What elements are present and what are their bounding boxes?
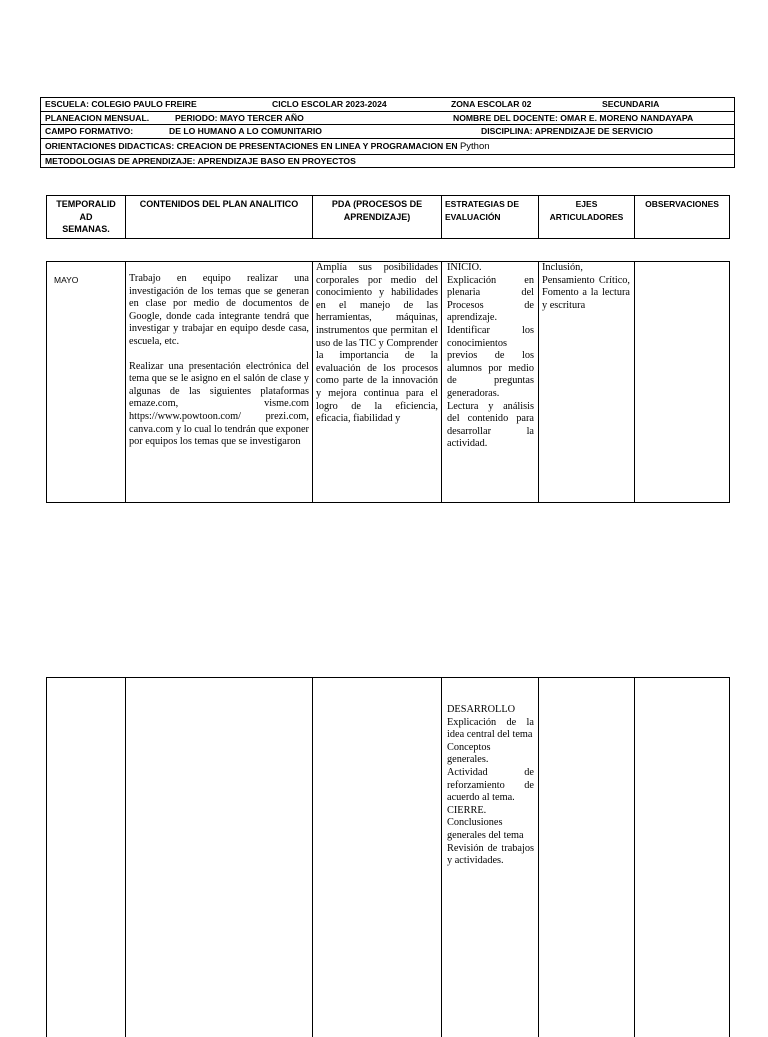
header-temporalidad-line2: AD	[79, 211, 93, 222]
cell-temporalidad-2	[47, 678, 125, 1037]
info-row-orientations	[41, 139, 734, 155]
header-contenidos	[125, 196, 312, 238]
header-temporalidad-line3: SEMANAS.	[62, 224, 110, 234]
header-pda-line2: APRENDIZAJE)	[343, 211, 411, 222]
header-ejes	[538, 196, 634, 238]
cierre-item-1: Conclusiones generales del tema	[447, 817, 524, 841]
planning-row-1	[46, 261, 730, 503]
header-observaciones-text: OBSERVACIONES	[645, 199, 719, 209]
school-info-block	[40, 97, 735, 168]
header-temporalidad	[47, 196, 125, 238]
school-zone: ZONA ESCOLAR 02	[451, 99, 532, 109]
header-pda-line1: PDA (PROCESOS DE	[331, 199, 423, 209]
field-label: CAMPO FORMATIVO:	[45, 126, 134, 137]
field-value: DE LO HUMANO A LO COMUNITARIO	[169, 126, 322, 137]
cell-ejes	[538, 262, 634, 502]
month-label: MAYO	[54, 275, 79, 285]
header-estrategias-line2: EVALUACIÓN	[445, 211, 501, 222]
methodology: METODOLOGIAS DE APRENDIZAJE: APRENDIZAJE BASO EN PROYECTOS	[45, 155, 356, 166]
header-estrategias-line1: ESTRATEGIAS DE	[445, 199, 519, 209]
cell-pda-2	[312, 678, 441, 1037]
cell-observaciones	[634, 262, 729, 502]
orientations: ORIENTACIONES DIDACTICAS: CREACION DE PRESENTACIONES EN LINEA Y PROGRAMACION EN Python	[45, 140, 490, 152]
cell-contenidos	[125, 262, 312, 502]
cell-temporalidad	[47, 262, 125, 502]
estrategias-item-2: Identificar los conocimientos previos de los alumnos por medio de preguntas generadoras.	[447, 324, 534, 399]
estrategias-item-1: Explicación en plenaria del Procesos de aprendizaje.	[447, 274, 534, 324]
estrategias-title: INICIO.	[447, 262, 482, 273]
info-row-methodology	[41, 155, 734, 169]
header-observaciones	[634, 196, 729, 238]
contenidos-paragraph-2: Realizar una presentación electrónica del tema que se le asigno en el salón de clase y algunas de las siguientes plataformas emaze.com, visme.com https://www.powtoon.com/ prezi.com, canva.com y lo cual lo tendrán que exponer por equipos los temas que se investigaron	[129, 360, 309, 448]
header-estrategias	[441, 196, 538, 238]
school-cycle: CICLO ESCOLAR 2023-2024	[272, 99, 387, 109]
cell-contenidos-2	[125, 678, 312, 1037]
desarrollo-item-1: Explicación de la idea central del tema	[447, 716, 534, 741]
header-pda	[312, 196, 441, 238]
python-label: Python	[459, 140, 490, 152]
header-ejes-line2: ARTICULADORES	[549, 211, 624, 222]
header-contenidos-text: CONTENIDOS DEL PLAN ANALITICO	[139, 199, 299, 209]
planning-type: PLANEACION MENSUAL.	[45, 112, 150, 123]
info-row-school	[41, 98, 734, 112]
cell-estrategias	[441, 262, 538, 502]
school-name: ESCUELA: COLEGIO PAULO FREIRE	[45, 99, 197, 109]
header-temporalidad-line1: TEMPORALID	[56, 199, 116, 209]
planning-period: PERIODO: MAYO TERCER AÑO	[175, 112, 304, 123]
info-row-planning	[41, 112, 734, 126]
teacher-name: NOMBRE DEL DOCENTE: OMAR E. MORENO NANDAYAPA	[453, 112, 694, 123]
header-ejes-line1: EJES	[575, 199, 598, 209]
cell-ejes-2	[538, 678, 634, 1037]
desarrollo-item-2: Conceptos generales.	[447, 741, 491, 766]
school-level: SECUNDARIA	[602, 99, 660, 109]
ejes-text: Inclusión, Pensamiento Crítico, Fomento a la lectura y escritura	[542, 262, 630, 311]
pda-text: Amplía sus posibilidades corporales por medio del conocimiento y habilidades en el manejo de las herramientas, máquinas, instrumentos que permitan el uso de las TIC y Comprender la importancia de la evaluación de los procesos como parte de la innovación y mejora continua para el logro de la eficiencia, eficacia, fiabilidad y	[316, 262, 438, 425]
cell-estrategias-2	[441, 678, 538, 1037]
desarrollo-title: DESARROLLO	[447, 704, 516, 715]
estrategias-item-3: Lectura y análisis del contenido para desarrollar la actividad.	[447, 400, 534, 450]
discipline: DISCIPLINA: APRENDIZAJE DE SERVICIO	[481, 126, 653, 137]
contenidos-paragraph-1: Trabajo en equipo realizar una investigación de los temas que se generan en clase por medio de documentos de Google, donde cada integrante tendrá que investigar y trabajar en equipo desde casa, escuela, etc.	[129, 273, 309, 347]
planning-table-header	[46, 195, 730, 239]
cierre-title: CIERRE.	[447, 804, 487, 816]
planning-row-2	[46, 677, 730, 1037]
desarrollo-item-3: Actividad de reforzamiento de acuerdo al tema.	[447, 766, 534, 804]
info-row-field	[41, 125, 734, 139]
cell-observaciones-2	[634, 678, 729, 1037]
cierre-item-2: Revisión de trabajos y actividades.	[447, 842, 534, 867]
cell-pda	[312, 262, 441, 502]
